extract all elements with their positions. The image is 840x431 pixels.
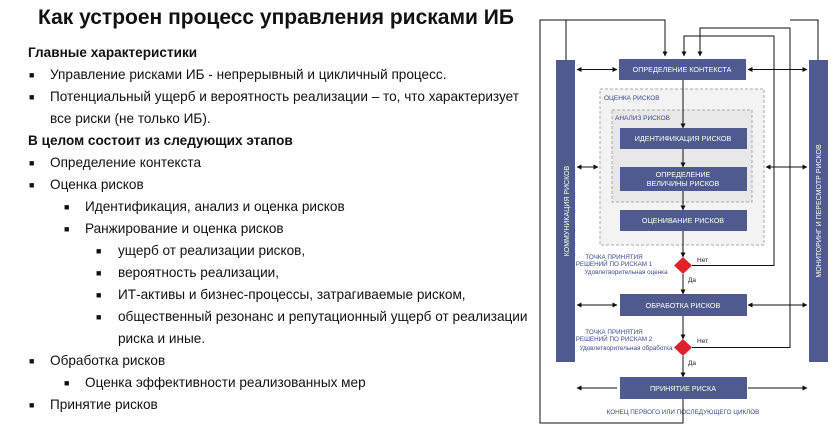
context-box-label: ОПРЕДЕЛЕНИЕ КОНТЕКСТА <box>632 65 732 74</box>
list-item: ■ Потенциальный ущерб и вероятность реализации – то, что характеризует <box>28 86 533 108</box>
bullet-icon: ■ <box>64 224 70 234</box>
bullet-icon: ■ <box>96 246 102 256</box>
decision2-label-2: РЕШЕНИЙ ПО РИСКАМ 2 <box>575 336 653 343</box>
estimation-box-label-2: ВЕЛИЧИНЫ РИСКОВ <box>646 179 720 188</box>
list-item: ■ общественный резонанс и репутационный ущерб от реализации <box>28 306 533 328</box>
assessment-label: ОЦЕНКА РИСКОВ <box>604 95 660 102</box>
list-item-continuation: риска и иные. <box>118 331 206 346</box>
bullet-icon: ■ <box>29 400 35 410</box>
decision1-no-label: Нет <box>697 257 709 264</box>
bullet-icon: ■ <box>29 158 35 168</box>
bullet-icon: ■ <box>96 290 102 300</box>
section-heading-characteristics: Главные характеристики <box>28 45 198 60</box>
text-column <box>28 42 533 416</box>
page-title: Как устроен процесс управления рисками ИБ <box>38 6 514 29</box>
decision-diamond-1 <box>674 257 692 274</box>
decision1-label-3: Удовлетворительная оценка <box>584 269 668 276</box>
list-item: ■ Оценка эффективности реализованных мер <box>28 372 533 394</box>
list-item: ■ Ранжирование и оценка рисков <box>28 218 533 240</box>
list-item: ■ ИТ-активы и бизнес-процессы, затрагиваемые риском, <box>28 284 533 306</box>
bullet-icon: ■ <box>64 202 70 212</box>
treatment-box-label: ОБРАБОТКА РИСКОВ <box>645 301 721 310</box>
bullet-icon: ■ <box>96 268 102 278</box>
left-bar-label: КОММУНИКАЦИЯ РИСКОВ <box>564 165 571 257</box>
list-item: ■ Оценка рисков <box>28 174 533 196</box>
list-item: ■ Идентификация, анализ и оценка рисков <box>28 196 533 218</box>
list-item-continuation: все риски (не только ИБ). <box>50 111 211 126</box>
list-item: ■ Управление рисками ИБ - непрерывный и цикличный процесс. <box>28 64 533 86</box>
list-item: ■ Определение контекста <box>28 152 533 174</box>
list-item: ■ ущерб от реализации рисков, <box>28 240 533 262</box>
decision1-label-2: РЕШЕНИЙ ПО РИСКАМ 1 <box>575 261 653 268</box>
evaluation-box-label: ОЦЕНИВАНИЕ РИСКОВ <box>641 216 725 225</box>
list-item: ■ вероятность реализации, <box>28 262 533 284</box>
right-bar-label: МОНИТОРИНГ И ПЕРЕСМОТР РИСКОВ <box>816 144 823 278</box>
list-item: ■ Принятие рисков <box>28 394 533 416</box>
bullet-icon: ■ <box>29 70 35 80</box>
decision2-no-label: Нет <box>697 338 709 345</box>
acceptance-box-label: ПРИНЯТИЕ РИСКА <box>650 384 716 393</box>
decision2-label-3: Удовлетворительная обработка <box>579 345 673 352</box>
bullet-icon: ■ <box>29 356 35 366</box>
bullet-icon: ■ <box>29 180 35 190</box>
decision1-label-1: ТОЧКА ПРИНЯТИЯ <box>585 254 643 261</box>
bullet-icon: ■ <box>29 92 35 102</box>
decision2-label-1: ТОЧКА ПРИНЯТИЯ <box>585 329 643 336</box>
decision-diamond-2 <box>674 339 692 356</box>
estimation-box-label-1: ОПРЕДЕЛЕНИЕ <box>655 170 711 179</box>
identification-box-label: ИДЕНТИФИКАЦИЯ РИСКОВ <box>634 134 732 143</box>
list-item: ■ Обработка рисков <box>28 350 533 372</box>
bullet-icon: ■ <box>64 378 70 388</box>
bullet-icon: ■ <box>96 312 102 322</box>
decision2-yes-label: Да <box>688 360 697 367</box>
decision1-yes-label: Да <box>688 277 697 284</box>
section-heading-stages: В целом состоит из следующих этапов <box>28 133 293 148</box>
footer-label: КОНЕЦ ПЕРВОГО ИЛИ ПОСЛЕДУЮЩЕГО ЦИКЛОВ <box>606 409 760 416</box>
analysis-label: АНАЛИЗ РИСКОВ <box>615 115 670 122</box>
